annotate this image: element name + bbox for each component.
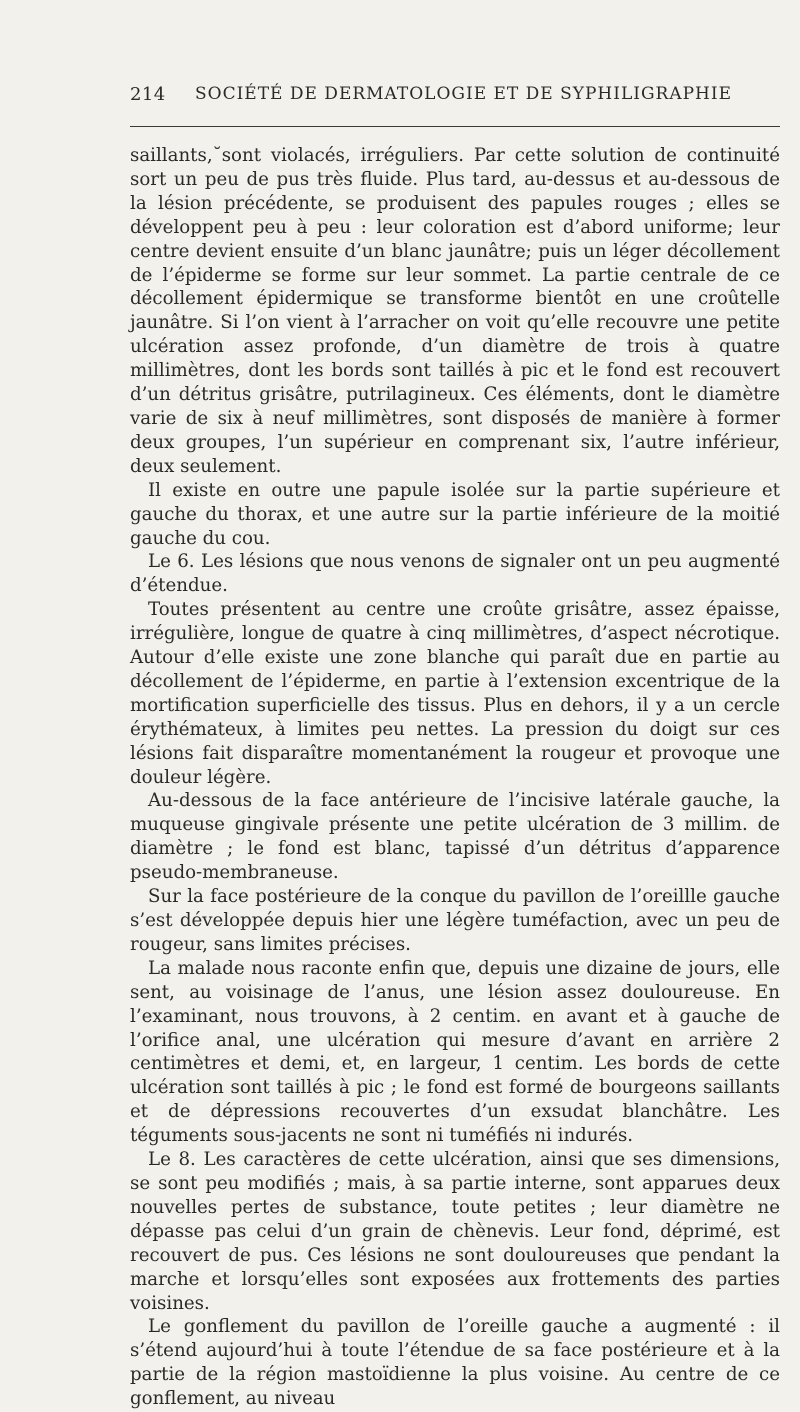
body-text [130, 144, 780, 1411]
header-rule [130, 126, 780, 127]
paragraph-1: saillants,˘sont violacés, irréguliers. Par cette solution de continuité sort un peu de pus très fluide. Plus tard, au-dessus et au-dessous de la lésion précédente, se produisent des papules rouges ; elles se développent peu à peu : leur coloration est d’abord uniforme; leur centre devient ensuite d’un blanc jaunâtre; puis un léger décollement de l’épiderme se forme sur leur sommet. La partie centrale de ce décollement épidermique se transforme bientôt en une croûtelle jaunâtre. Si l’on vient à l’arracher on voit qu’elle recouvre une petite ulcération assez profonde, d’un diamètre de trois à quatre millimètres, dont les bords sont taillés à pic et le fond est recouvert d’un détritus grisâtre, putrilagineux. Ces éléments, dont le diamètre varie de six à neuf millimètres, sont disposés de manière à former deux groupes, l’un supérieur en comprenant six, l’autre inférieur, deux seulement. [130, 145, 780, 477]
paragraph-2: Il existe en outre une papule isolée sur la partie supérieure et gauche du thorax, et une autre sur la partie inférieure de la moitié gauche du cou. [130, 479, 780, 549]
paragraph-8: Le 8. Les caractères de cette ulcération, ainsi que ses dimensions, se sont peu modifiés ; mais, à sa partie interne, sont apparues deux nouvelles pertes de substance, toute petites ; leur diamètre ne dépasse pas celui d’un grain de chènevis. Leur fond, déprimé, est recouvert de pus. Ces lésions ne sont douloureuses que pendant la marche et lorsqu’elles sont exposées aux frottements des parties voisines. [130, 1149, 780, 1314]
page-header [130, 84, 780, 114]
running-title: SOCIÉTÉ DE DERMATOLOGIE ET DE SYPHILIGRAPHIE [195, 84, 733, 104]
paragraph-5: Au-dessous de la face antérieure de l’incisive latérale gauche, la muqueuse gingivale présente une petite ulcération de 3 millim. de diamètre ; le fond est blanc, tapissé d’un détritus d’apparence pseudo-membraneuse. [130, 790, 780, 884]
paragraph-9: Le gonflement du pavillon de l’oreille gauche a augmenté : il s’étend aujourd’hui à toute l’étendue de sa face postérieure et à la partie de la région mastoïdienne la plus voisine. Au centre de ce gonflement, au niveau [130, 1316, 780, 1410]
paragraph-4: Toutes présentent au centre une croûte grisâtre, assez épaisse, irrégulière, longue de quatre à cinq millimètres, d’aspect nécrotique. Autour d’elle existe une zone blanche qui paraît due en partie au décollement de l’épiderme, en partie à l’extension excentrique de la mortification superficielle des tissus. Plus en dehors, il y a un cercle érythémateux, à limites peu nettes. La pression du doigt sur ces lésions fait disparaître momentanément la rougeur et provoque une douleur légère. [130, 599, 780, 788]
paragraph-3: Le 6. Les lésions que nous venons de signaler ont un peu augmenté d’étendue. [130, 551, 780, 597]
page-number: 214 [130, 84, 166, 105]
paragraph-6: Sur la face postérieure de la conque du pavillon de l’oreillle gauche s’est développée depuis hier une légère tuméfaction, avec un peu de rougeur, sans limites précises. [130, 886, 780, 955]
paragraph-7: La malade nous raconte enfin que, depuis une dizaine de jours, elle sent, au voisinage de l’anus, une lésion assez douloureuse. En l’examinant, nous trouvons, à 2 centim. en avant et à gauche de l’orifice anal, une ulcération qui mesure d’avant en arrière 2 centimètres et demi, et, en largeur, 1 centim. Les bords de cette ulcération sont taillés à pic ; le fond est formé de bourgeons saillants et de dépressions recouvertes d’un exsudat blanchâtre. Les téguments sous-jacents ne sont ni tuméfiés ni indurés. [130, 957, 780, 1147]
